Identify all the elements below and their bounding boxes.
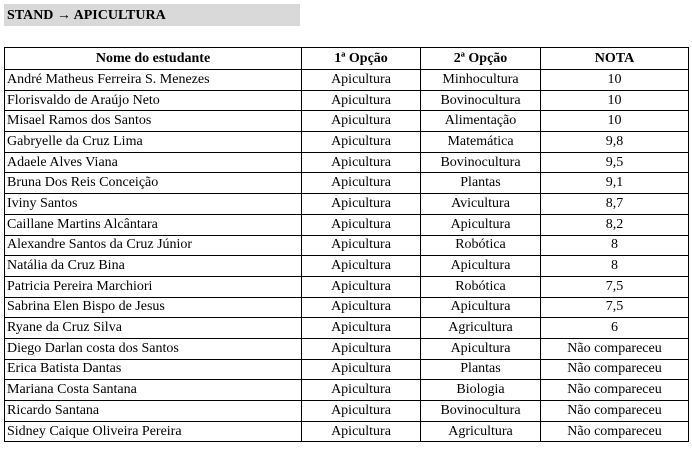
grade-cell: 10 — [541, 70, 689, 91]
first-option-cell: Apicultura — [302, 421, 421, 442]
first-option-cell: Apicultura — [302, 194, 421, 215]
student-name-cell: Diego Darlan costa dos Santos — [5, 338, 302, 359]
student-name-cell: Ryane da Cruz Silva — [5, 318, 302, 339]
student-name-cell: Erica Batista Dantas — [5, 359, 302, 380]
student-name-cell: Patricia Pereira Marchiori — [5, 276, 302, 297]
table-row — [5, 276, 689, 297]
student-name-cell: Caillane Martins Alcântara — [5, 214, 302, 235]
table-row — [5, 318, 689, 339]
second-option-cell: Robótica — [421, 235, 541, 256]
column-header-second-option: 2ª Opção — [421, 48, 541, 70]
first-option-cell: Apicultura — [302, 152, 421, 173]
table-row — [5, 111, 689, 132]
student-name-cell: Ricardo Santana — [5, 401, 302, 422]
student-name-cell: Sidney Caique Oliveira Pereira — [5, 421, 302, 442]
second-option-cell: Agricultura — [421, 318, 541, 339]
second-option-cell: Agricultura — [421, 421, 541, 442]
second-option-cell: Avicultura — [421, 194, 541, 215]
student-name-cell: André Matheus Ferreira S. Menezes — [5, 70, 302, 91]
first-option-cell: Apicultura — [302, 318, 421, 339]
second-option-cell: Robótica — [421, 276, 541, 297]
table-row — [5, 214, 689, 235]
first-option-cell: Apicultura — [302, 338, 421, 359]
first-option-cell: Apicultura — [302, 380, 421, 401]
first-option-cell: Apicultura — [302, 132, 421, 153]
grade-cell: Não compareceu — [541, 380, 689, 401]
table-row — [5, 256, 689, 277]
second-option-cell: Bovinocultura — [421, 152, 541, 173]
grade-cell: 9,8 — [541, 132, 689, 153]
first-option-cell: Apicultura — [302, 276, 421, 297]
first-option-cell: Apicultura — [302, 297, 421, 318]
table-row — [5, 359, 689, 380]
grade-cell: Não compareceu — [541, 401, 689, 422]
table-row — [5, 90, 689, 111]
table-row — [5, 380, 689, 401]
grade-cell: 6 — [541, 318, 689, 339]
first-option-cell: Apicultura — [302, 90, 421, 111]
table-row — [5, 194, 689, 215]
second-option-cell: Apicultura — [421, 297, 541, 318]
grades-table — [4, 47, 689, 442]
grade-cell: 10 — [541, 111, 689, 132]
grade-cell: Não compareceu — [541, 421, 689, 442]
column-header-student-name: Nome do estudante — [5, 48, 302, 70]
grade-cell: 7,5 — [541, 297, 689, 318]
student-name-cell: Alexandre Santos da Cruz Júnior — [5, 235, 302, 256]
grade-cell: 8,2 — [541, 214, 689, 235]
table-row — [5, 401, 689, 422]
table-row — [5, 338, 689, 359]
table-row — [5, 132, 689, 153]
first-option-cell: Apicultura — [302, 111, 421, 132]
first-option-cell: Apicultura — [302, 256, 421, 277]
student-name-cell: Florisvaldo de Araújo Neto — [5, 90, 302, 111]
student-name-cell: Iviny Santos — [5, 194, 302, 215]
student-name-cell: Natália da Cruz Bina — [5, 256, 302, 277]
first-option-cell: Apicultura — [302, 359, 421, 380]
table-body — [5, 70, 689, 442]
first-option-cell: Apicultura — [302, 214, 421, 235]
table-row — [5, 173, 689, 194]
second-option-cell: Plantas — [421, 359, 541, 380]
table-row — [5, 297, 689, 318]
section-title: STAND → APICULTURA — [4, 4, 300, 26]
second-option-cell: Apicultura — [421, 256, 541, 277]
table-row — [5, 235, 689, 256]
grade-cell: 9,5 — [541, 152, 689, 173]
student-name-cell: Misael Ramos dos Santos — [5, 111, 302, 132]
second-option-cell: Apicultura — [421, 338, 541, 359]
student-name-cell: Sabrina Elen Bispo de Jesus — [5, 297, 302, 318]
table-header-row — [5, 48, 689, 70]
student-name-cell: Mariana Costa Santana — [5, 380, 302, 401]
second-option-cell: Matemática — [421, 132, 541, 153]
second-option-cell: Plantas — [421, 173, 541, 194]
student-name-cell: Gabryelle da Cruz Lima — [5, 132, 302, 153]
table-row — [5, 421, 689, 442]
second-option-cell: Bovinocultura — [421, 90, 541, 111]
grade-cell: 8,7 — [541, 194, 689, 215]
student-name-cell: Adaele Alves Viana — [5, 152, 302, 173]
column-header-grade: NOTA — [541, 48, 689, 70]
table-row — [5, 70, 689, 91]
second-option-cell: Minhocultura — [421, 70, 541, 91]
first-option-cell: Apicultura — [302, 173, 421, 194]
first-option-cell: Apicultura — [302, 70, 421, 91]
grade-cell: 10 — [541, 90, 689, 111]
second-option-cell: Apicultura — [421, 214, 541, 235]
second-option-cell: Biologia — [421, 380, 541, 401]
second-option-cell: Bovinocultura — [421, 401, 541, 422]
column-header-first-option: 1ª Opção — [302, 48, 421, 70]
grade-cell: Não compareceu — [541, 359, 689, 380]
grade-cell: 8 — [541, 235, 689, 256]
table-row — [5, 152, 689, 173]
student-name-cell: Bruna Dos Reis Conceição — [5, 173, 302, 194]
grade-cell: 7,5 — [541, 276, 689, 297]
first-option-cell: Apicultura — [302, 235, 421, 256]
grade-cell: 8 — [541, 256, 689, 277]
grade-cell: 9,1 — [541, 173, 689, 194]
grade-cell: Não compareceu — [541, 338, 689, 359]
second-option-cell: Alimentação — [421, 111, 541, 132]
first-option-cell: Apicultura — [302, 401, 421, 422]
